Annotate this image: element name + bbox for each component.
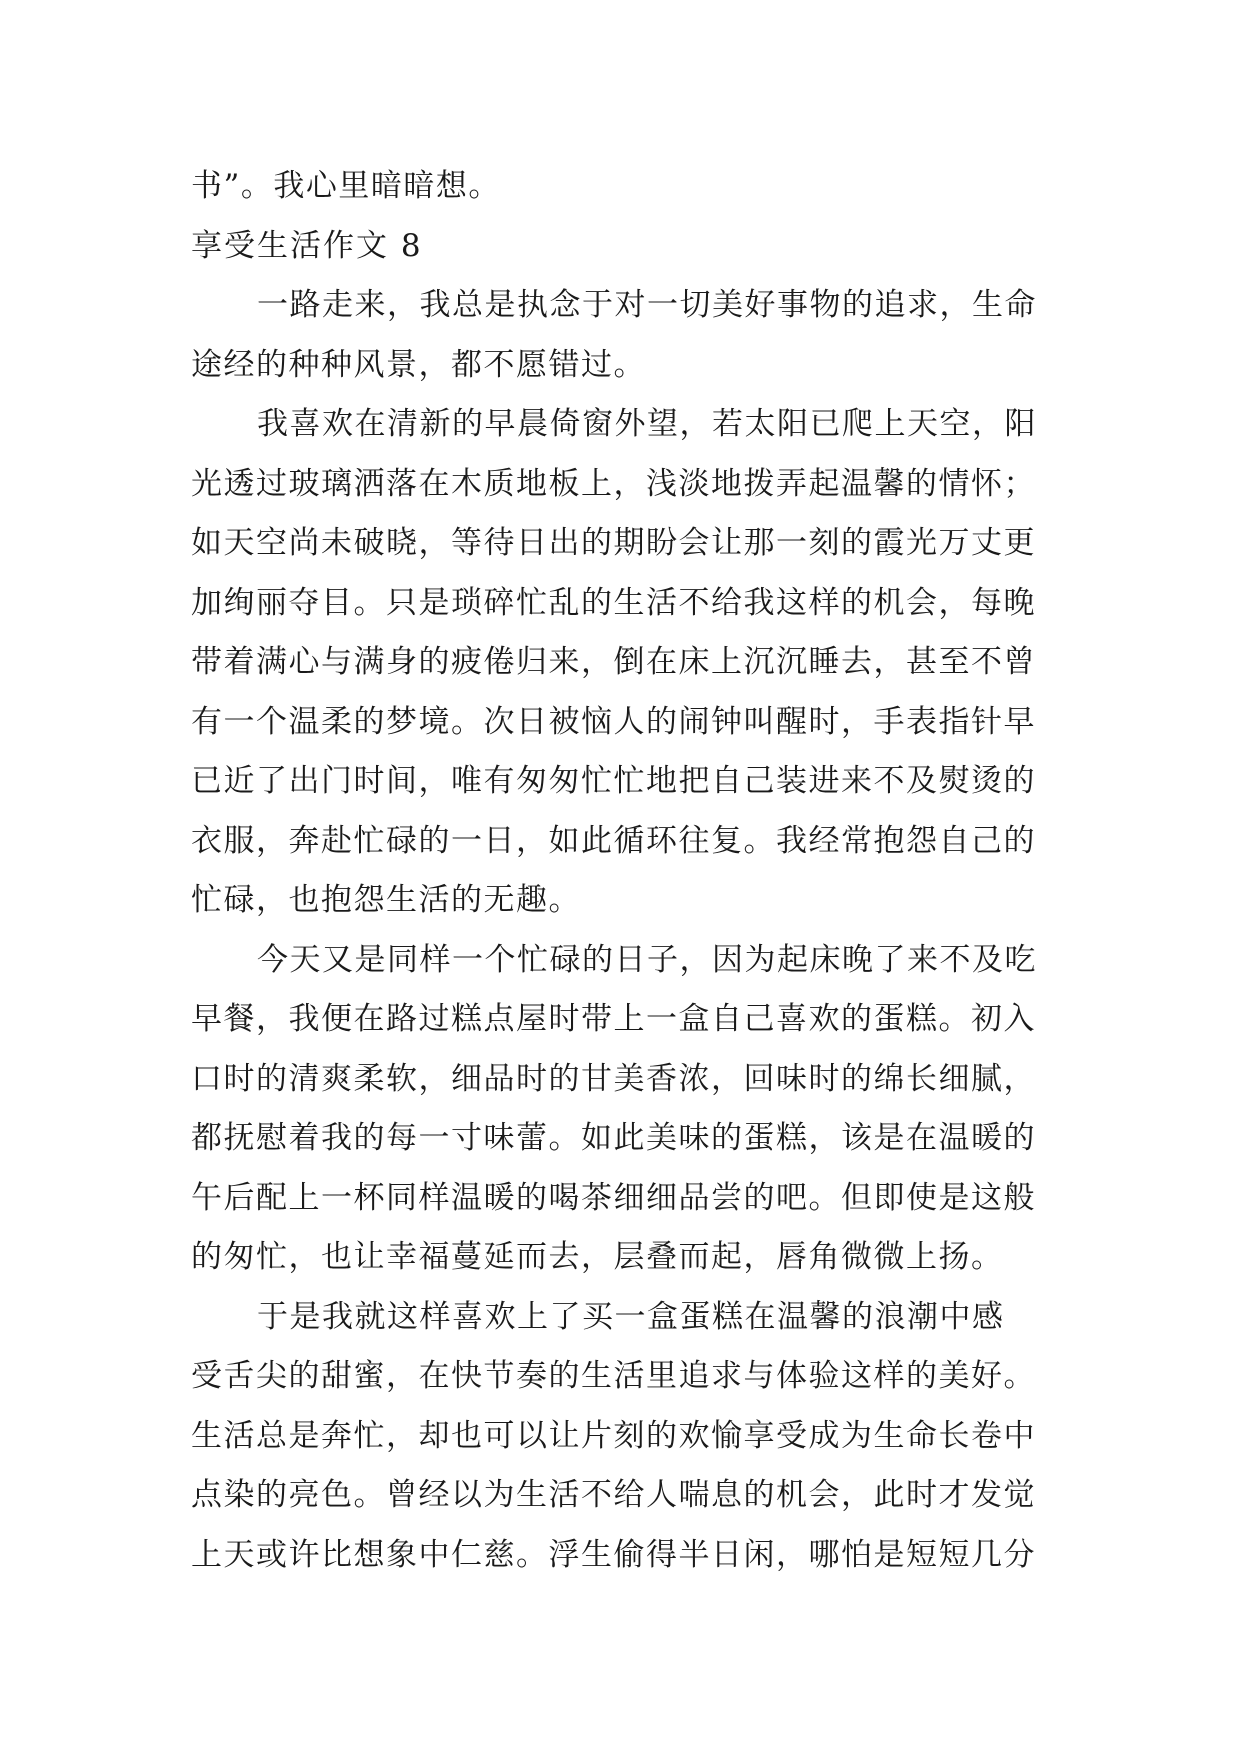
text-line: 生活总是奔忙，却也可以让片刻的欢愉享受成为生命长卷中 [191, 1417, 1036, 1454]
text-line: 已近了出门时间，唯有匆匆忙忙地把自己装进来不及熨烫的 [191, 763, 1036, 799]
document-body [191, 157, 1051, 1585]
text-line: 带着满心与满身的疲倦归来，倒在床上沉沉睡去，甚至不曾 [191, 644, 1036, 680]
text-line: 衣服，奔赴忙碌的一日，如此循环往复。我经常抱怨自己的 [191, 822, 1036, 859]
section-heading: 享受生活作文 8 [191, 227, 423, 264]
text-line: 忙碌，也抱怨生活的无趣。 [191, 882, 581, 918]
paragraph-first-line: 我喜欢在清新的早晨倚窗外望，若太阳已爬上天空，阳 [257, 406, 1037, 442]
text-line: 有一个温柔的梦境。次日被恼人的闹钟叫醒时，手表指针早 [191, 703, 1036, 740]
paragraph-first-line: 一路走来，我总是执念于对一切美好事物的追求，生命 [257, 287, 1037, 323]
text-line: 加绚丽夺目。只是琐碎忙乱的生活不给我这样的机会，每晚 [191, 584, 1036, 621]
text-line: 受舌尖的甜蜜，在快节奏的生活里追求与体验这样的美好。 [191, 1358, 1036, 1394]
text-line: 如天空尚未破晓，等待日出的期盼会让那一刻的霞光万丈更 [191, 525, 1036, 561]
text-line: 上天或许比想象中仁慈。浮生偷得半日闲，哪怕是短短几分 [191, 1536, 1036, 1573]
text-line: 午后配上一杯同样温暖的喝茶细细品尝的吧。但即使是这般 [191, 1179, 1036, 1216]
text-line: 的匆忙，也让幸福蔓延而去，层叠而起，唇角微微上扬。 [191, 1239, 1004, 1275]
text-line: 书”。我心里暗暗想。 [191, 168, 501, 204]
text-line: 光透过玻璃洒落在木质地板上，浅淡地拨弄起温馨的情怀； [191, 465, 1036, 502]
text-line: 途经的种种风景，都不愿错过。 [191, 346, 646, 383]
text-line: 都抚慰着我的每一寸味蕾。如此美味的蛋糕，该是在温暖的 [191, 1120, 1036, 1156]
text-line: 口时的清爽柔软，细品时的甘美香浓，回味时的绵长细腻， [191, 1060, 1036, 1097]
paragraph-first-line: 于是我就这样喜欢上了买一盒蛋糕在温馨的浪潮中感 [257, 1298, 1005, 1335]
text-line: 点染的亮色。曾经以为生活不给人喘息的机会，此时才发觉 [191, 1477, 1036, 1513]
paragraph-first-line: 今天又是同样一个忙碌的日子，因为起床晚了来不及吃 [257, 941, 1037, 978]
text-line: 早餐，我便在路过糕点屋时带上一盒自己喜欢的蛋糕。初入 [191, 1001, 1036, 1037]
